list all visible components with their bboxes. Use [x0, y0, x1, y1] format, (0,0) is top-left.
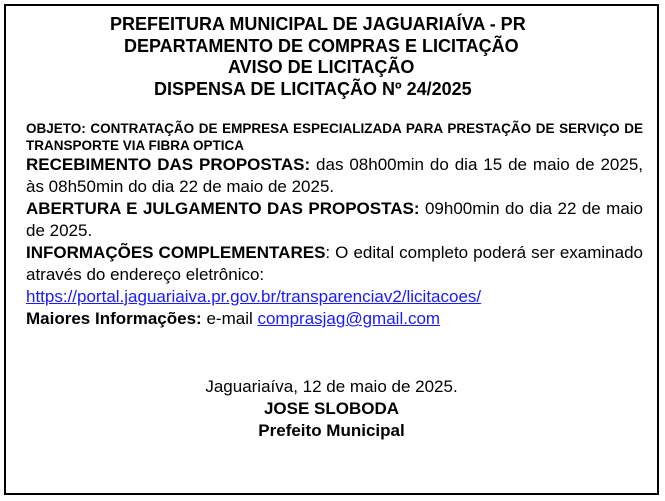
- maiores-text: e-mail: [201, 309, 258, 328]
- abertura-paragraph: [26, 198, 643, 242]
- closing-block: [6, 376, 657, 442]
- objeto-text: OBJETO: CONTRATAÇÃO DE EMPRESA ESPECIALIZADA PARA PRESTAÇÃO DE SERVIÇO DE TRANSPORTE VIA FIBRA OPTICA: [26, 121, 643, 153]
- recebimento-label: RECEBIMENTO DAS PROPOSTAS:: [26, 155, 311, 174]
- maiores-paragraph: [26, 308, 643, 330]
- header-municipality: PREFEITURA MUNICIPAL DE JAGUARIAÍVA - PR: [110, 14, 526, 34]
- recebimento-text: das 08h00min do dia 15 de maio de 2025, às 08h50min do dia 22 de maio de 2025.: [26, 155, 643, 196]
- abertura-label: ABERTURA E JULGAMENTO DAS PROPOSTAS:: [26, 199, 420, 218]
- header-department: DEPARTAMENTO DE COMPRAS E LICITAÇÃO: [124, 35, 519, 56]
- informacoes-text: : O edital completo poderá ser examinado através do endereço eletrônico:: [26, 243, 643, 284]
- signatory-name: JOSE SLOBODA: [263, 399, 400, 418]
- header-process-number: DISPENSA DE LICITAÇÃO Nº 24/2025: [154, 78, 472, 99]
- email-link[interactable]: comprasjag@gmail.com: [257, 309, 441, 328]
- portal-link[interactable]: https://portal.jaguariaiva.pr.gov.br/transparenciav2/licitacoes/: [26, 287, 482, 306]
- notice-body: [26, 120, 643, 330]
- informacoes-paragraph: [26, 242, 643, 308]
- notice-frame: [4, 4, 659, 495]
- place-date: Jaguariaíva, 12 de maio de 2025.: [205, 377, 458, 396]
- informacoes-label: INFORMAÇÕES COMPLEMENTARES: [26, 243, 326, 262]
- maiores-label: Maiores Informações:: [26, 309, 202, 328]
- abertura-text: 09h00min do dia 22 de maio de 2025.: [26, 199, 644, 240]
- notice-header: [6, 14, 657, 100]
- recebimento-paragraph: [26, 154, 643, 198]
- header-notice-type: AVISO DE LICITAÇÃO: [228, 57, 415, 77]
- signatory-title: Prefeito Municipal: [258, 421, 405, 440]
